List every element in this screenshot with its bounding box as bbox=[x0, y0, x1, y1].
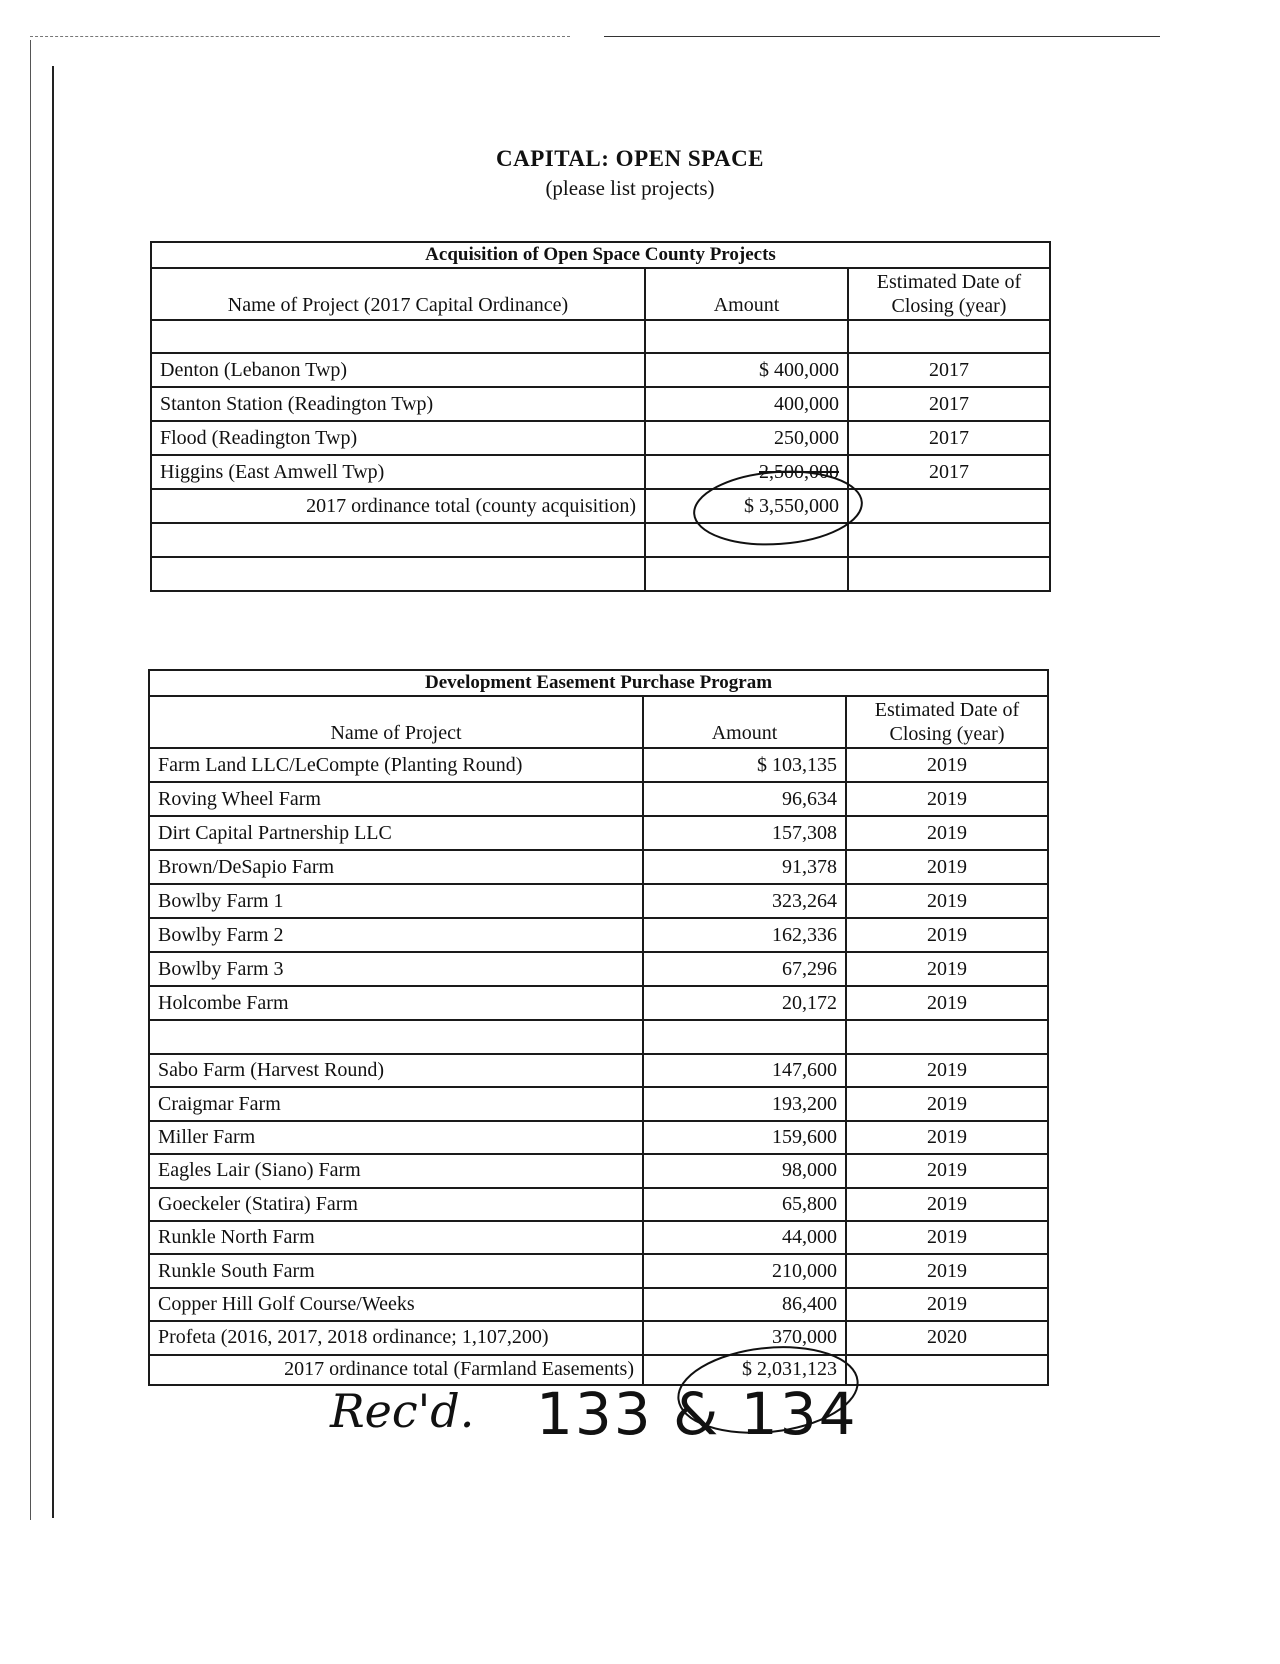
total-amount: $ 2,031,123 bbox=[643, 1355, 846, 1385]
amount-cell: 44,000 bbox=[643, 1221, 846, 1254]
closing-year-cell: 2019 bbox=[846, 952, 1048, 986]
project-name-cell: Sabo Farm (Harvest Round) bbox=[149, 1054, 643, 1087]
project-name-cell: Eagles Lair (Siano) Farm bbox=[149, 1154, 643, 1187]
closing-year-cell: 2017 bbox=[848, 421, 1050, 455]
closing-year-cell: 2019 bbox=[846, 850, 1048, 884]
column-header-name: Name of Project bbox=[149, 696, 643, 748]
closing-year-cell: 2019 bbox=[846, 1288, 1048, 1321]
closing-year-cell: 2019 bbox=[846, 1221, 1048, 1254]
closing-year-cell: 2019 bbox=[846, 1254, 1048, 1287]
closing-year-cell: 2019 bbox=[846, 1154, 1048, 1187]
amount-cell: 250,000 bbox=[645, 421, 848, 455]
document-subtitle: (please list projects) bbox=[545, 176, 715, 200]
closing-year-cell: 2019 bbox=[846, 986, 1048, 1020]
project-name-cell: Brown/DeSapio Farm bbox=[149, 850, 643, 884]
amount-cell: 147,600 bbox=[643, 1054, 846, 1087]
column-header-closing-date: Estimated Date of Closing (year) bbox=[846, 696, 1048, 748]
circle-total-acquisition bbox=[692, 466, 865, 550]
project-name-cell: Farm Land LLC/LeCompte (Planting Round) bbox=[149, 748, 643, 782]
project-name-cell: Denton (Lebanon Twp) bbox=[151, 353, 645, 387]
handwritten-received-word: Rec'd. bbox=[330, 1384, 475, 1438]
closing-year-cell: 2019 bbox=[846, 782, 1048, 816]
project-name-cell: Miller Farm bbox=[149, 1121, 643, 1154]
project-name-cell: Craigmar Farm bbox=[149, 1087, 643, 1120]
closing-year-cell: 2019 bbox=[846, 1054, 1048, 1087]
closing-year-cell: 2017 bbox=[848, 387, 1050, 421]
closing-year-cell: 2020 bbox=[846, 1321, 1048, 1354]
amount-cell: $ 103,135 bbox=[643, 748, 846, 782]
project-name-cell: Bowlby Farm 1 bbox=[149, 884, 643, 918]
closing-year-cell: 2019 bbox=[846, 918, 1048, 952]
project-name-cell: Runkle North Farm bbox=[149, 1221, 643, 1254]
amount-cell: 86,400 bbox=[643, 1288, 846, 1321]
handwritten-page-numbers: 133 & 134 bbox=[536, 1380, 858, 1448]
amount-cell: 210,000 bbox=[643, 1254, 846, 1287]
project-name-cell: Bowlby Farm 3 bbox=[149, 952, 643, 986]
amount-cell: 20,172 bbox=[643, 986, 846, 1020]
project-name-cell: Roving Wheel Farm bbox=[149, 782, 643, 816]
total-amount: $ 3,550,000 bbox=[645, 489, 848, 523]
column-header-amount: Amount bbox=[645, 268, 848, 320]
closing-year-cell: 2019 bbox=[846, 1087, 1048, 1120]
closing-year-cell: 2019 bbox=[846, 816, 1048, 850]
project-name-cell: Stanton Station (Readington Twp) bbox=[151, 387, 645, 421]
column-header-amount: Amount bbox=[643, 696, 846, 748]
amount-cell: 65,800 bbox=[643, 1188, 846, 1221]
amount-cell: 323,264 bbox=[643, 884, 846, 918]
amount-cell: 157,308 bbox=[643, 816, 846, 850]
amount-cell: 2,500,000 bbox=[645, 455, 848, 489]
closing-year-cell: 2017 bbox=[848, 353, 1050, 387]
amount-cell: 67,296 bbox=[643, 952, 846, 986]
project-name-cell: Flood (Readington Twp) bbox=[151, 421, 645, 455]
project-name-cell: Bowlby Farm 2 bbox=[149, 918, 643, 952]
amount-cell: 193,200 bbox=[643, 1087, 846, 1120]
total-label: 2017 ordinance total (Farmland Easements) bbox=[149, 1355, 643, 1385]
project-name-cell: Dirt Capital Partnership LLC bbox=[149, 816, 643, 850]
project-name-cell: Higgins (East Amwell Twp) bbox=[151, 455, 645, 489]
amount-cell: 159,600 bbox=[643, 1121, 846, 1154]
total-label: 2017 ordinance total (county acquisition) bbox=[151, 489, 645, 523]
amount-cell: 400,000 bbox=[645, 387, 848, 421]
project-name-cell: Runkle South Farm bbox=[149, 1254, 643, 1287]
acquisition-table-caption: Acquisition of Open Space County Projects bbox=[151, 242, 1050, 268]
amount-cell: 98,000 bbox=[643, 1154, 846, 1187]
closing-year-cell: 2019 bbox=[846, 748, 1048, 782]
project-name-cell: Copper Hill Golf Course/Weeks bbox=[149, 1288, 643, 1321]
amount-cell: $ 400,000 bbox=[645, 353, 848, 387]
amount-cell: 91,378 bbox=[643, 850, 846, 884]
column-header-closing-date: Estimated Date of Closing (year) bbox=[848, 268, 1050, 320]
project-name-cell: Profeta (2016, 2017, 2018 ordinance; 1,107,200) bbox=[149, 1321, 643, 1354]
project-name-cell: Holcombe Farm bbox=[149, 986, 643, 1020]
closing-year-cell: 2019 bbox=[846, 1121, 1048, 1154]
amount-cell: 96,634 bbox=[643, 782, 846, 816]
project-name-cell: Goeckeler (Statira) Farm bbox=[149, 1188, 643, 1221]
amount-cell: 370,000 bbox=[643, 1321, 846, 1354]
amount-cell: 162,336 bbox=[643, 918, 846, 952]
document-title: CAPITAL: OPEN SPACE bbox=[495, 146, 765, 171]
column-header-name: Name of Project (2017 Capital Ordinance) bbox=[151, 268, 645, 320]
easement-table-caption: Development Easement Purchase Program bbox=[149, 670, 1048, 696]
closing-year-cell: 2017 bbox=[848, 455, 1050, 489]
closing-year-cell: 2019 bbox=[846, 1188, 1048, 1221]
closing-year-cell: 2019 bbox=[846, 884, 1048, 918]
